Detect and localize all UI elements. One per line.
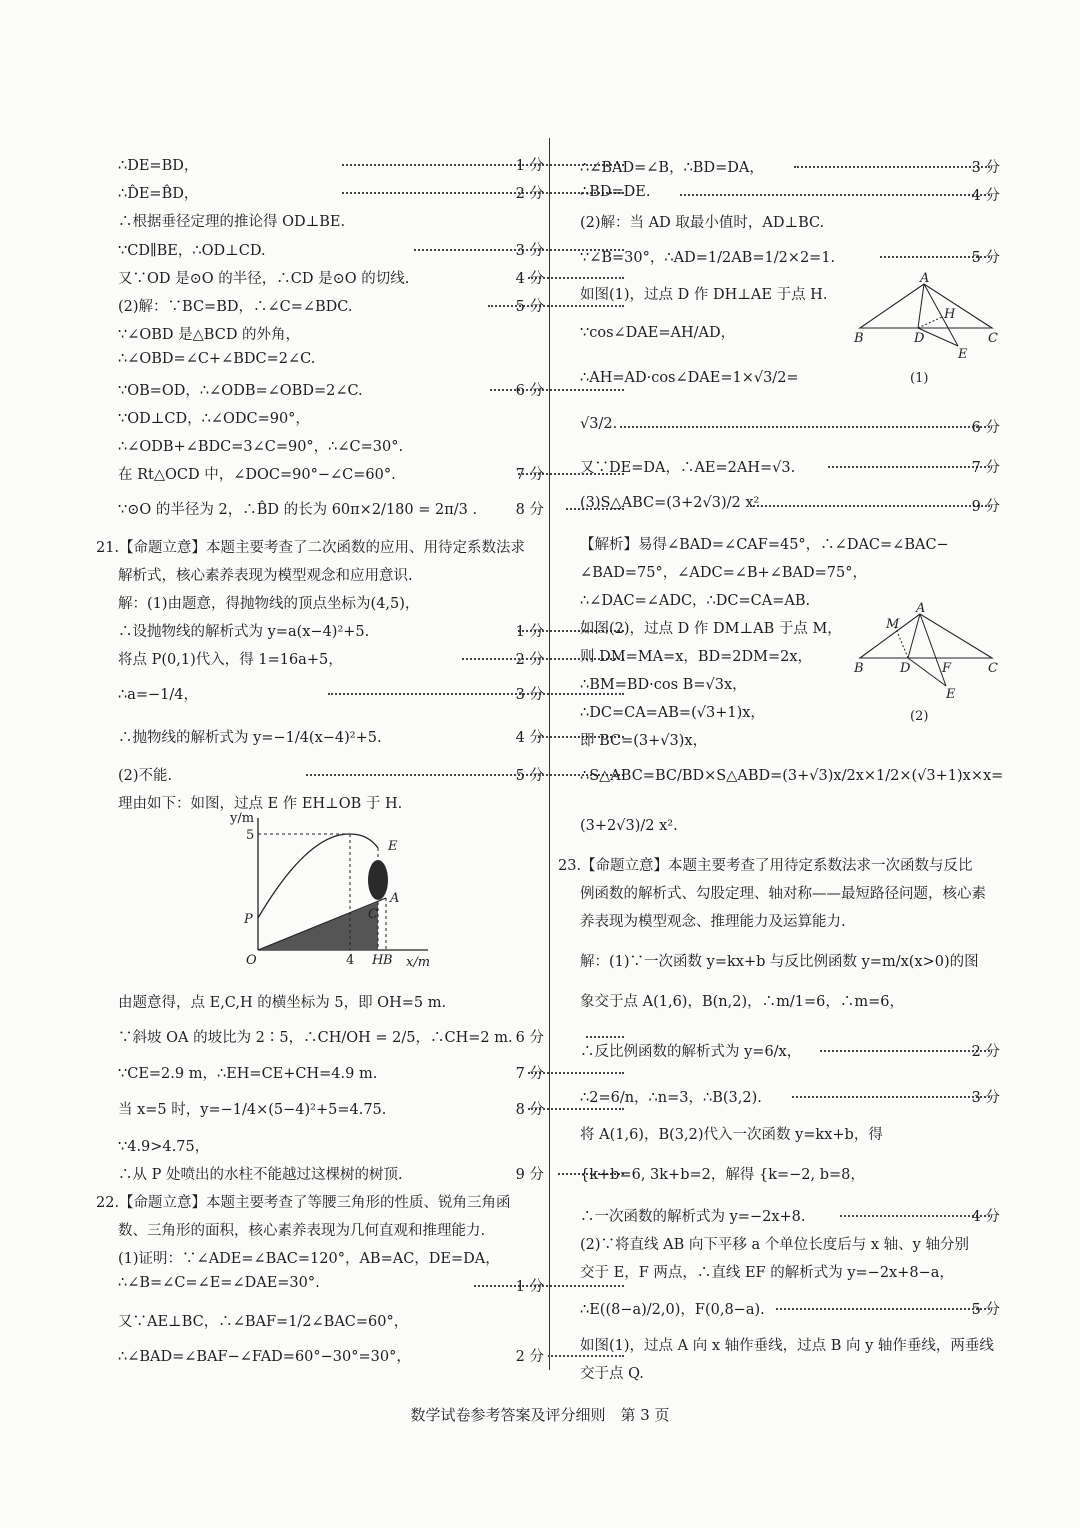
score-mark: 9 分 [971,499,1000,515]
fig1-label-D: D [914,331,925,346]
fig2-label-E: E [946,687,956,702]
answer-text: ∵∠B=30°，∴AD=1/2AB=1/2×2=1. [580,250,836,266]
fig-label-4: 4 [346,953,355,968]
leader-dots [488,305,624,307]
left-column-line [118,210,544,231]
right-column-line [580,1163,1000,1184]
score-mark: 4 分 [971,188,1000,204]
right-column-line [580,1362,1000,1383]
answer-text: 由题意得，点 E,C,H 的横坐标为 5，即 OH=5 m. [118,995,447,1011]
score-mark: 2 分 [515,1349,544,1365]
right-column-line [580,156,1000,177]
right-column-line [580,1205,1000,1226]
left-column-line [118,1310,544,1331]
answer-text: ∴∠BAD=∠B，∴BD=DA， [580,160,764,176]
left-column-line [118,1345,544,1366]
answer-text: ∠BAD=75°，∠ADC=∠B+∠BAD=75°， [580,565,867,581]
answer-text: ∴D̂E=B̂D， [118,186,199,202]
answer-text: (2)∵将直线 AB 向下平移 a 个单位长度后与 x 轴、y 轴分别 [580,1237,969,1253]
answer-text: 则 DM=MA=x，BD=2DM=2x， [580,649,813,665]
answer-text: 象交于点 A(1,6)，B(n,2)，∴m/1=6，∴m=6， [580,994,904,1010]
left-column-line [118,991,544,1012]
right-column-line [580,1123,1000,1144]
answer-text: ∴2=6/n，∴n=3，∴B(3,2). [580,1090,762,1106]
fig2-label-C: C [988,661,998,676]
fig-label-C: C [368,907,378,922]
parabola-figure [228,808,438,968]
score-mark: 1 分 [515,624,544,640]
answer-text: 将 A(1,6)，B(3,2)代入一次函数 y=kx+b，得 [580,1127,883,1143]
fig1-label-A: A [920,272,930,286]
answer-text: ∴一次函数的解析式为 y=−2x+8. [580,1209,806,1225]
leader-dots [750,505,990,507]
answer-text: ∵OD⊥CD，∴∠ODC=90°， [118,411,310,427]
answer-text: 22.【命题立意】本题主要考查了等腰三角形的性质、锐角三角函 [96,1195,511,1211]
right-column-line [580,533,1000,554]
fig-xlabel: x/m [406,955,431,968]
leader-dots [776,1308,990,1310]
left-column-line [96,536,544,557]
answer-text: (1)证明：∵∠ADE=∠BAC=120°，AB=AC，DE=DA， [118,1251,500,1267]
fig-label-O: O [246,953,257,968]
right-column-line [580,768,1004,784]
right-column-line [580,456,1000,477]
right-column-line [580,246,1000,267]
answer-text: ∴抛物线的解析式为 y=−1/4(x−4)²+5. [118,730,382,746]
left-column-line [118,1062,544,1083]
fig-ylabel: y/m [230,811,255,826]
fig2-caption: (2) [910,709,929,724]
answer-text: ∴∠BAD=∠BAF−∠FAD=60°−30°=30°， [118,1349,411,1365]
answer-text: (2)不能. [118,768,173,784]
fig2-label-B: B [854,661,864,676]
answer-text: (3+2√3)/2 x². [580,818,678,834]
score-mark: 6 分 [971,420,1000,436]
answer-text: 如图(2)，过点 D 作 DM⊥AB 于点 M， [580,621,842,637]
left-column-line [118,1098,544,1119]
score-mark: 4 分 [515,271,544,287]
answer-text: 如图(1)，过点 D 作 DH⊥AE 于点 H. [580,287,828,303]
right-column-line [580,184,1000,204]
leader-dots [794,166,990,168]
right-column-line [580,416,1000,436]
left-column-line [118,463,544,484]
left-column-line [118,564,544,585]
left-column-line [118,1135,544,1156]
leader-dots [474,1285,624,1287]
answer-text: ∴E((8−a)/2,0)，F(0,8−a). [580,1302,765,1318]
answer-text: ∴反比例函数的解析式为 y=6/x， [580,1044,802,1060]
answer-text: 养表现为模型观念、推理能力及运算能力. [580,914,846,930]
right-column-line [580,990,1000,1011]
answer-text: 即 BC=(3+√3)x， [580,733,708,749]
answer-text: ∴∠OBD=∠C+∠BDC=2∠C. [118,351,316,367]
score-mark: 5 分 [971,250,1000,266]
score-mark: 4 分 [515,730,544,746]
answer-text: ∴∠ODB+∠BDC=3∠C=90°，∴∠C=30°. [118,439,404,455]
answer-text: ∴S△ABC=BC/BD×S△ABD=(3+√3)x/2x×1/2×(√3+1)x×x= [580,768,1004,784]
score-mark: 8 分 [515,502,544,518]
score-mark: 7 分 [971,460,1000,476]
answer-text: 理由如下：如图，过点 E 作 EH⊥OB 于 H. [118,796,403,812]
answer-text: 例函数的解析式、勾股定理、轴对称——最短路径问题，核心素 [580,886,986,902]
left-column-line [118,1026,544,1047]
left-column-line [118,592,544,613]
score-mark: 6 分 [515,383,544,399]
leader-dots [620,426,990,428]
answer-text: 如图(1)，过点 A 向 x 轴作垂线，过点 B 向 y 轴作垂线，两垂线 [580,1338,994,1354]
answer-text: 交于点 Q. [580,1366,644,1382]
score-mark: 6 分 [515,1030,544,1046]
score-mark: 3 分 [971,160,1000,176]
answer-text: 又∵AE⊥BC，∴∠BAF=1/2∠BAC=60°， [118,1314,409,1330]
leader-dots [828,466,990,468]
right-column-line [580,495,1000,515]
left-column-line [118,435,544,456]
left-column-line [118,764,544,785]
answer-text: ∵斜坡 OA 的坡比为 2∶5，∴CH/OH = 2/5，∴CH=2 m. [118,1030,513,1046]
answer-text: ∴DC=CA=AB=(√3+1)x， [580,705,765,721]
answer-text: (2)解：∵BC=BD，∴∠C=∠BDC. [118,299,353,315]
score-mark: 2 分 [515,186,544,202]
answer-text: ∵4.9>4.75， [118,1139,210,1155]
answer-text: ∵∠OBD 是△BCD 的外角， [118,327,301,343]
column-divider [549,138,550,1370]
fig2-label-F: F [942,661,952,676]
left-column-line [118,683,544,704]
answer-text: {k+b=6, 3k+b=2，解得 {k=−2, b=8， [580,1167,865,1183]
fig-label-P: P [244,912,253,927]
score-mark: 2 分 [515,652,544,668]
score-mark: 7 分 [515,1066,544,1082]
triangle-figure-2 [848,602,1008,728]
answer-text: √3/2. [580,416,618,432]
left-column-line [96,1191,544,1212]
fig1-label-E: E [958,347,968,362]
answer-text: 解：(1)∵一次函数 y=kx+b 与反比例函数 y=m/x(x>0)的图 [580,954,979,970]
leader-dots [820,1050,990,1052]
triangle-figure-1 [848,272,1008,392]
answer-text: 解：(1)由题意，得抛物线的顶点坐标为(4,5)， [118,596,420,612]
fig-label-5: 5 [246,828,255,843]
leader-dots [490,389,624,391]
score-mark: 5 分 [515,299,544,315]
score-mark: 4 分 [971,1209,1000,1225]
answer-text: 又∵OD 是⊙O 的半径，∴CD 是⊙O 的切线. [118,271,410,287]
right-column-line [580,1298,1000,1319]
fig-label-A: A [390,891,400,906]
leader-dots [792,1096,990,1098]
answer-text: 解析式，核心素养表现为模型观念和应用意识. [118,568,413,584]
answer-text: 21.【命题立意】本题主要考查了二次函数的应用、用待定系数法求 [96,540,526,556]
answer-text: 数、三角形的面积，核心素养表现为几何直观和推理能力. [118,1223,486,1239]
score-mark: 3 分 [971,1090,1000,1106]
fig1-label-B: B [854,331,864,346]
right-column-line [580,882,1000,903]
answer-text: 当 x=5 时，y=−1/4×(5−4)²+5=4.75. [118,1102,387,1118]
answer-text: ∴设抛物线的解析式为 y=a(x−4)²+5. [118,624,370,640]
fig1-label-C: C [988,331,998,346]
leader-dots [548,1355,624,1357]
score-mark: 5 分 [971,1302,1000,1318]
score-mark: 2 分 [971,1044,1000,1060]
answer-text: 交于 E，F 两点，∴直线 EF 的解析式为 y=−2x+8−a， [580,1265,954,1281]
answer-text: ∴∠DAC=∠ADC，∴DC=CA=AB. [580,593,811,609]
left-column-line [118,154,544,175]
right-column-line [580,910,1000,931]
left-column-line [118,1247,544,1268]
left-column-line [118,1275,544,1295]
left-column-line [118,239,544,260]
fig2-label-A: A [916,602,926,616]
left-column-line [118,1219,544,1240]
answer-text: ∵cos∠DAE=AH/AD， [580,325,736,341]
right-column-line [580,950,1000,971]
fig1-caption: (1) [910,371,929,386]
answer-text: ∴AH=AD·cos∠DAE=1×√3/2= [580,370,799,386]
answer-text: 将点 P(0,1)代入，得 1=16a+5， [118,652,343,668]
left-column-line [118,407,544,428]
answer-text: ∵OB=OD，∴∠ODB=∠OBD=2∠C. [118,383,363,399]
leader-dots [306,774,624,776]
score-mark: 9 分 [515,1167,544,1183]
answer-text: ∵CE=2.9 m，∴EH=CE+CH=4.9 m. [118,1066,378,1082]
score-mark: 5 分 [515,768,544,784]
left-column-line [118,182,544,203]
right-column-line [580,818,1000,834]
fig-label-E: E [388,839,398,854]
score-mark: 7 分 [515,467,544,483]
right-column-line [580,1040,1000,1061]
left-column-line [118,267,544,288]
right-column-line [580,1233,1000,1254]
score-mark: 3 分 [515,243,544,259]
left-column-line [118,1163,544,1184]
answer-text: 在 Rt△OCD 中，∠DOC=90°−∠C=60°. [118,467,396,483]
left-column-line [118,351,544,367]
left-column-line [118,726,544,747]
fig2-label-M: M [886,617,900,632]
left-column-line [118,323,544,344]
answer-text: ∴a=−1/4， [118,687,199,703]
answer-text: ∴从 P 处喷出的水柱不能越过这棵树的树顶. [118,1167,403,1183]
right-column-line [580,729,1000,750]
page-footer: 数学试卷参考答案及评分细则 第 3 页 [410,1406,670,1424]
fig-label-H: H [372,953,384,968]
right-column-line [558,854,1000,875]
right-column-line [580,1334,1000,1355]
score-mark: 8 分 [515,1102,544,1118]
answer-text: ∴BM=BD·cos B=√3x， [580,677,747,693]
left-column-line [118,620,544,641]
leader-dots [586,1036,624,1038]
answer-text: 【解析】易得∠BAD=∠CAF=45°，∴∠DAC=∠BAC− [580,537,949,553]
answer-text: (2)解：当 AD 取最小值时，AD⊥BC. [580,215,825,231]
score-mark: 3 分 [515,687,544,703]
right-column-line [580,1086,1000,1107]
fig2-label-D: D [900,661,911,676]
score-mark: 1 分 [515,1279,544,1295]
right-column-line [580,1261,1000,1282]
fig-label-B: B [383,953,393,968]
answer-text: ∵⊙O 的半径为 2，∴B̂D 的长为 60π×2/180 = 2π/3 . [118,502,478,518]
answer-text: ∵CD∥BE，∴OD⊥CD. [118,243,266,259]
answer-text: ∴根据垂径定理的推论得 OD⊥BE. [118,214,346,230]
right-column-line [580,211,1000,232]
score-mark: 1 分 [515,158,544,174]
leader-dots [840,1215,990,1217]
left-column-line [118,379,544,400]
left-column-line [118,295,544,316]
answer-text: ∴BD=DE. [580,184,651,200]
answer-text: 23.【命题立意】本题主要考查了用待定系数法求一次函数与反比 [558,858,973,874]
answer-text: ∴DE=BD， [118,158,199,174]
answer-text: ∴∠B=∠C=∠E=∠DAE=30°. [118,1275,320,1291]
answer-text: (3)S△ABC=(3+2√3)/2 x². [580,495,764,511]
right-column-line [580,561,1000,582]
left-column-line [118,498,544,519]
leader-dots [680,194,990,196]
answer-text: 又∵DE=DA，∴AE=2AH=√3. [580,460,796,476]
fig1-label-H: H [944,307,956,322]
left-column-line [118,648,544,669]
